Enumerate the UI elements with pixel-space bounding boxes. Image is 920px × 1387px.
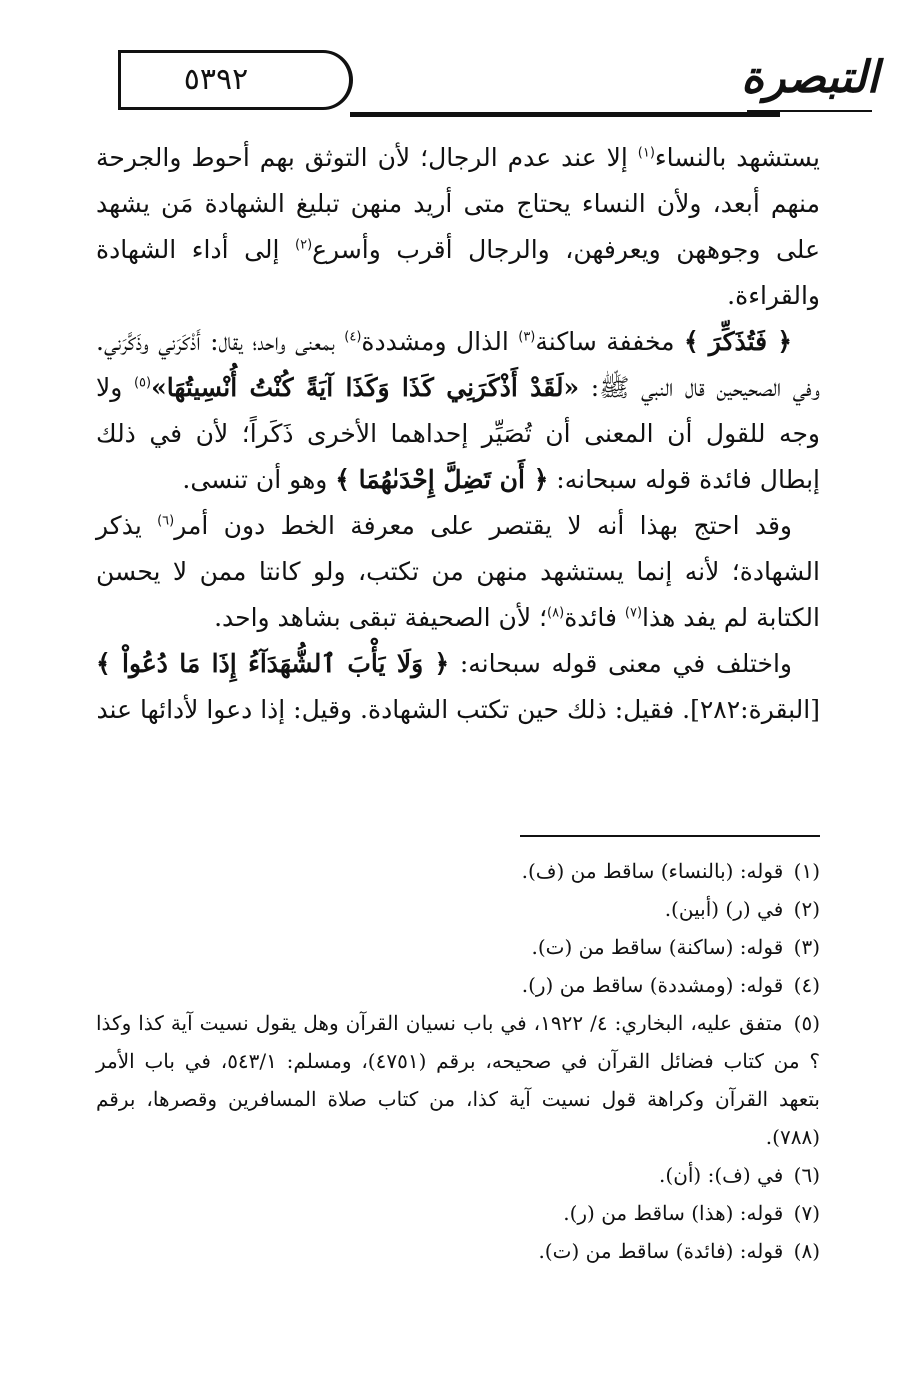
quran-quote: ﴿ أَن تَضِلَّ إِحْدَىٰهُمَا ﴾	[335, 465, 549, 494]
footnote-divider	[520, 835, 820, 837]
text-run: واختلف في معنى قوله سبحانه:	[449, 649, 792, 678]
footnote-number: (١)	[793, 859, 820, 883]
text-run: وقد احتج بهذا أنه لا يقتصر على معرفة الخط دون أمر	[174, 511, 792, 540]
footnote-text: في (ف): (أن).	[659, 1163, 784, 1187]
footnote-ref-1: (١)	[637, 145, 655, 161]
text-run: إلا عند عدم الرجال؛ لأن التوثق بهم أحوط والجرحة منهم أبعد، ولأن النساء يحتاج متى أريد منهن تبليغ الشهادة مَن يشهد على وجوههن ويعرفهن، والرجال أقرب وأسرع	[96, 143, 820, 264]
footnote-text: قوله: (ساكنة) ساقط من (ت).	[531, 935, 784, 959]
paragraph-2	[96, 319, 820, 503]
text-run: وهو أن تنسى.	[182, 465, 336, 494]
footnote-text: قوله: (هذا) ساقط من (ر).	[563, 1201, 784, 1225]
page-number-frame	[118, 50, 353, 110]
footnote-1	[96, 852, 820, 890]
text-run: [البقرة:٢٨٢]. فقيل: ذلك حين تكتب الشهادة. وقيل: إذا دعوا لأدائها عند	[96, 695, 820, 724]
footnote-text: متفق عليه، البخاري: ٤/ ١٩٢٢، في باب نسيان القرآن وهل يقول نسيت آية كذا وكذا ؟ من كتاب فضائل القرآن في صحيحه، برقم (٤٧٥١)، ومسلم: ٥٤٣/١، في باب الأمر بتعهد القرآن وكراهة قول نسيت آية كذا، من كتاب صلاة المسافرين وقصرها، برقم (٧٨٨).	[96, 1011, 821, 1149]
paragraph-3	[96, 503, 820, 641]
footnote-ref-8: (٨)	[547, 605, 565, 621]
footnote-4	[96, 966, 820, 1004]
paragraph-4	[96, 641, 820, 733]
hadith-quote: «لَقَدْ أَذْكَرَنِي كَذَا وَكَذَا آيَةً كُنْتُ أُنْسِيتُهَا»	[151, 373, 580, 402]
footnote-number: (٧)	[793, 1201, 820, 1225]
footnote-ref-2: (٢)	[295, 237, 313, 253]
text-run: يستشهد بالنساء	[654, 143, 820, 172]
footnote-number: (٥)	[793, 1011, 821, 1035]
book-title: التبصرة	[741, 52, 879, 103]
footnote-text: قوله: (ومشددة) ساقط من (ر).	[521, 973, 784, 997]
footnote-8	[96, 1232, 820, 1270]
text-run: بمعنى واحد؛ يقال: أَذْكَرَني وذَكَّرَني. وفي الصحيحين قال النبي ﷺ:	[96, 327, 820, 402]
footnotes	[96, 852, 820, 1270]
footnote-6	[96, 1156, 820, 1194]
main-text	[96, 135, 820, 733]
footnote-ref-5: (٥)	[133, 375, 152, 391]
footnote-number: (٤)	[793, 973, 820, 997]
footnote-number: (٦)	[793, 1163, 820, 1187]
quran-quote: ﴿ فَتُذَكِّرَ ﴾	[683, 327, 792, 356]
text-run: الذال ومشددة	[361, 327, 519, 356]
footnote-text: قوله: (بالنساء) ساقط من (ف).	[521, 859, 784, 883]
text-run: مخففة ساكنة	[535, 327, 684, 356]
footnote-ref-4: (٤)	[344, 329, 362, 345]
footnote-7	[96, 1194, 820, 1232]
paragraph-1	[96, 135, 820, 319]
footnote-text: في (ر) (أبين).	[664, 897, 784, 921]
text-run: ولا وجه للقول أن المعنى أن تُصَيِّر إحداهما الأخرى ذَكَراً؛ لأن في ذلك إبطال فائدة قوله سبحانه:	[96, 373, 820, 494]
footnote-number: (٨)	[793, 1239, 820, 1263]
text-run: ؛ لأن الصحيفة تبقى بشاهد واحد.	[214, 603, 548, 632]
page-number: ٥٣٩٢	[183, 62, 249, 97]
footnote-text: قوله: (فائدة) ساقط من (ت).	[538, 1239, 784, 1263]
text-run: فائدة	[564, 603, 625, 632]
footnote-number: (٢)	[793, 897, 820, 921]
footnote-5	[96, 1004, 820, 1156]
footnote-3	[96, 928, 820, 966]
header-rule	[350, 112, 780, 117]
footnote-number: (٣)	[793, 935, 820, 959]
footnote-ref-3: (٣)	[518, 329, 536, 345]
text-run: يذكر الشهادة؛ لأنه إنما يستشهد منهن من تكتب، ولو كانتا ممن لا يحسن الكتابة لم يفد هذا	[96, 511, 820, 632]
footnote-ref-7: (٧)	[624, 605, 643, 621]
page-header	[60, 40, 879, 120]
quran-quote: ﴿ وَلَا يَأْبَ ٱلشُّهَدَآءُ إِذَا مَا دُعُواْ ﴾	[96, 649, 450, 678]
footnote-2	[96, 890, 820, 928]
text-run: إلى أداء الشهادة والقراءة.	[96, 235, 820, 310]
title-underline	[747, 110, 872, 112]
footnote-ref-6: (٦)	[157, 513, 175, 529]
